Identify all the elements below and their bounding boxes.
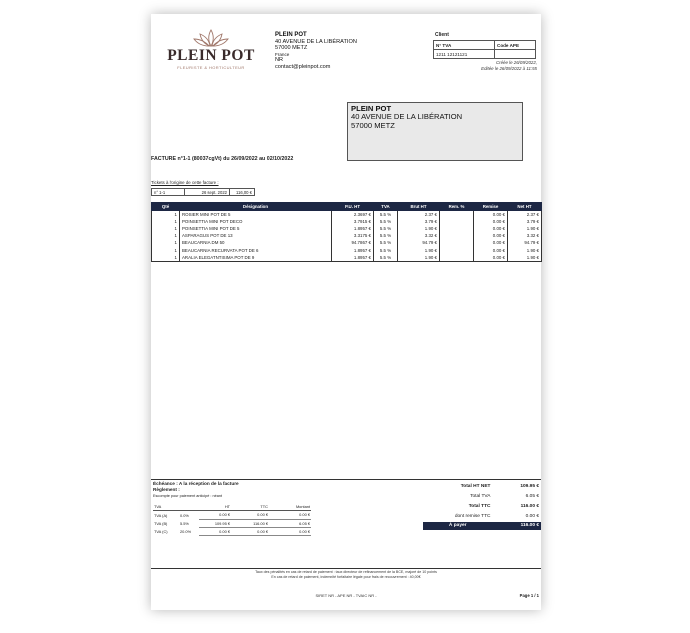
tva-row-amount: 0.00 € xyxy=(269,511,311,519)
table-header-row xyxy=(152,203,542,211)
tva-row-ttc: 116.00 € xyxy=(231,519,269,527)
discount-ttc-label: dont remise TTC xyxy=(454,514,491,520)
row-gross: 3.32 € xyxy=(398,232,440,239)
document-dates xyxy=(481,60,537,71)
row-designation: ARALIA ELEGATNTISIMA POT DE 9 xyxy=(180,254,332,262)
tickets-label: Tickets à l'origine de cette facture : xyxy=(151,180,219,185)
table-row xyxy=(152,225,542,232)
company-code: NR xyxy=(275,57,284,64)
tva-row xyxy=(153,511,311,519)
row-gross: 1.90 € xyxy=(398,254,440,262)
tva-number-label: N° TVA xyxy=(434,41,495,50)
row-net: 1.90 € xyxy=(508,225,542,232)
tva-row-ht: 0.00 € xyxy=(199,527,231,535)
tva-row-label: TVA (B) xyxy=(154,520,168,526)
row-discount: 0.00 € xyxy=(474,225,508,232)
col-unit-price: P.U. HT xyxy=(332,203,374,211)
bottom-divider xyxy=(151,568,541,569)
total-tva-row xyxy=(423,491,541,501)
tva-row-rate: 20.0% xyxy=(180,529,192,535)
tva-breakdown-table xyxy=(153,503,311,536)
row-unit-price: 3.7915 € xyxy=(332,218,374,225)
total-ttc-value: 116.00 € xyxy=(520,503,539,509)
footer-divider xyxy=(151,479,541,480)
row-designation: BEAUCARNIA RECURVATA POT DE 6 xyxy=(180,246,332,253)
row-tva: 5.5 % xyxy=(374,225,398,232)
row-discount: 0.00 € xyxy=(474,254,508,262)
total-tva-value: 6.05 € xyxy=(525,493,539,499)
row-tva: 5.5 % xyxy=(374,211,398,219)
tva-row-label: TVA (A) xyxy=(154,512,168,518)
table-row xyxy=(152,254,542,262)
row-discount-rate xyxy=(440,239,474,246)
row-net: 2.37 € xyxy=(508,211,542,219)
company-info xyxy=(275,32,357,71)
row-gross: 1.90 € xyxy=(398,246,440,253)
created-date: Créée le 26/09/2022, xyxy=(495,60,537,65)
invoice-page xyxy=(151,14,541,610)
row-tva: 5.5 % xyxy=(374,232,398,239)
ticket-date: 26 sept. 2022 xyxy=(185,189,230,196)
row-unit-price: 1.8957 € xyxy=(332,246,374,253)
tva-row-ht: 0.00 € xyxy=(199,511,231,519)
row-discount-rate xyxy=(440,246,474,253)
row-gross: 3.79 € xyxy=(398,218,440,225)
row-discount: 0.00 € xyxy=(474,232,508,239)
amount-due-value: 116.00 € xyxy=(492,522,541,530)
total-ht-value: 109.95 € xyxy=(520,483,539,489)
ape-code-label: Code APE xyxy=(495,41,536,50)
recipient-address-line1: 40 AVENUE DE LA LIBÉRATION xyxy=(351,112,463,122)
total-ttc-row xyxy=(423,501,541,511)
discount-ttc-value: 0.00 € xyxy=(525,514,539,520)
table-row xyxy=(152,211,542,219)
row-unit-price: 94.7867 € xyxy=(332,239,374,246)
col-tva: TVA xyxy=(374,203,398,211)
row-discount: 0.00 € xyxy=(474,218,508,225)
edited-date: Editée le 26/09/2022 à 11:55 xyxy=(481,65,537,71)
client-table xyxy=(433,40,536,59)
company-address-line2: 57000 METZ xyxy=(275,45,308,52)
tva-row-amount: 6.05 € xyxy=(269,519,311,527)
row-gross: 94.79 € xyxy=(398,239,440,246)
row-designation: POINSETTIA MINI POT DE 5 xyxy=(180,225,332,232)
row-qty: 1 xyxy=(152,232,180,239)
row-net: 94.79 € xyxy=(508,239,542,246)
row-net: 1.90 € xyxy=(508,246,542,253)
recipient-address-line2: 57000 METZ xyxy=(351,120,395,130)
payment-method-label: Règlement : xyxy=(153,487,180,492)
payment-terms xyxy=(153,481,239,499)
tickets-table xyxy=(151,188,255,196)
client-title: Client xyxy=(435,32,449,38)
amount-due-row xyxy=(423,522,541,530)
siret-line: SIRET NR - APE NR - TVAIC NR - xyxy=(315,593,377,598)
tva-col-ttc: TTC xyxy=(231,503,269,511)
tva-col-amount: Montant xyxy=(269,503,311,511)
table-row xyxy=(152,218,542,225)
tva-col-rate-spacer xyxy=(179,503,199,511)
row-tva: 5.5 % xyxy=(374,218,398,225)
total-tva-label: Total TVA xyxy=(470,493,491,499)
ticket-amount: 116,00 € xyxy=(230,189,255,196)
row-qty: 1 xyxy=(152,225,180,232)
table-row xyxy=(152,239,542,246)
tva-row-amount: 0.00 € xyxy=(269,527,311,535)
col-net: Net HT xyxy=(508,203,542,211)
tva-row-ttc: 0.00 € xyxy=(231,527,269,535)
tva-row-rate: 5.5% xyxy=(180,520,189,526)
row-unit-price: 1.8957 € xyxy=(332,254,374,262)
logo-tagline: FLEURISTE & HORTICULTEUR xyxy=(177,65,245,70)
tva-number-value: 1211 12121121 xyxy=(434,50,495,59)
ape-code-value xyxy=(495,50,536,59)
total-ht-row xyxy=(423,481,541,491)
row-gross: 1.90 € xyxy=(398,225,440,232)
total-ttc-label: Total TTC xyxy=(468,503,491,509)
tva-row-label: TVA (C) xyxy=(154,529,168,535)
row-discount-rate xyxy=(440,232,474,239)
row-unit-price: 1.8957 € xyxy=(332,225,374,232)
totals-table xyxy=(423,481,541,530)
col-gross: Brut HT xyxy=(398,203,440,211)
total-ht-label: Total HT NET xyxy=(460,483,491,489)
row-discount: 0.00 € xyxy=(474,239,508,246)
discount-terms: Escompte pour paiement anticipé : néant xyxy=(153,494,223,498)
row-discount-rate xyxy=(440,218,474,225)
row-tva: 5.5 % xyxy=(374,246,398,253)
row-designation: ROSIER MINI POT DE 5 xyxy=(180,211,332,219)
row-qty: 1 xyxy=(152,239,180,246)
row-discount: 0.00 € xyxy=(474,246,508,253)
recipient-address-box xyxy=(347,102,523,161)
row-qty: 1 xyxy=(152,218,180,225)
ticket-number: n° 1-1 xyxy=(152,189,185,196)
row-designation: BEAUCARNIA DM 50 xyxy=(180,239,332,246)
row-discount: 0.00 € xyxy=(474,211,508,219)
tva-row-ht: 109.95 € xyxy=(199,519,231,527)
legal-penalty: Taux des pénalités en cas de retard de paiement : taux directeur de refinancement de la BCE, majoré de 10 points xyxy=(255,570,437,574)
row-tva: 5.5 % xyxy=(374,239,398,246)
tva-col-ht: HT xyxy=(199,503,231,511)
col-discount-rate: Rem. % xyxy=(440,203,474,211)
row-discount-rate xyxy=(440,211,474,219)
page-number: Page 1 / 1 xyxy=(519,593,539,598)
row-unit-price: 3.3175 € xyxy=(332,232,374,239)
row-net: 3.79 € xyxy=(508,218,542,225)
tva-row-rate: 0.0% xyxy=(180,512,189,518)
tva-col-label: TVA xyxy=(153,503,179,511)
due-date-text: Échéance : A la réception de la facture xyxy=(153,481,239,486)
company-name: PLEIN POT xyxy=(275,32,307,38)
logo-name: PLEIN POT xyxy=(167,47,255,64)
row-qty: 1 xyxy=(152,254,180,262)
amount-due-label: À payer xyxy=(423,522,492,530)
row-designation: ASPARAGUS POT DE 13 xyxy=(180,232,332,239)
tva-row-ttc: 0.00 € xyxy=(231,511,269,519)
company-email: contact@pleinpot.com xyxy=(275,63,331,70)
row-net: 1.90 € xyxy=(508,254,542,262)
invoice-title: FACTURE n°1-1 (80037cgVt) du 26/09/2022 au 02/10/2022 xyxy=(151,156,294,162)
recipient-name: PLEIN POT xyxy=(351,104,392,113)
company-country: France xyxy=(275,51,290,57)
row-qty: 1 xyxy=(152,211,180,219)
table-row xyxy=(152,232,542,239)
col-designation: Désignation xyxy=(180,203,332,211)
lotus-logo-icon xyxy=(191,29,231,47)
row-unit-price: 2.3697 € xyxy=(332,211,374,219)
legal-notice xyxy=(191,570,501,580)
col-qty: Qté xyxy=(152,203,180,211)
table-row xyxy=(152,246,542,253)
row-net: 3.32 € xyxy=(508,232,542,239)
row-tva: 5.5 % xyxy=(374,254,398,262)
tva-row xyxy=(153,519,311,527)
col-discount: Remise xyxy=(474,203,508,211)
row-gross: 2.37 € xyxy=(398,211,440,219)
legal-indemnity: En cas de retard de paiement, indemnité forfaitaire légale pour frais de recouvrement : 40,00€ xyxy=(271,574,421,579)
row-discount-rate xyxy=(440,254,474,262)
tva-row xyxy=(153,527,311,535)
row-designation: POINSETTIA MINI POT DECO xyxy=(180,218,332,225)
invoice-lines-table xyxy=(151,202,542,262)
row-qty: 1 xyxy=(152,246,180,253)
discount-ttc-row xyxy=(423,512,541,522)
row-discount-rate xyxy=(440,225,474,232)
company-address-line1: 40 AVENUE DE LA LIBÉRATION xyxy=(275,38,357,45)
